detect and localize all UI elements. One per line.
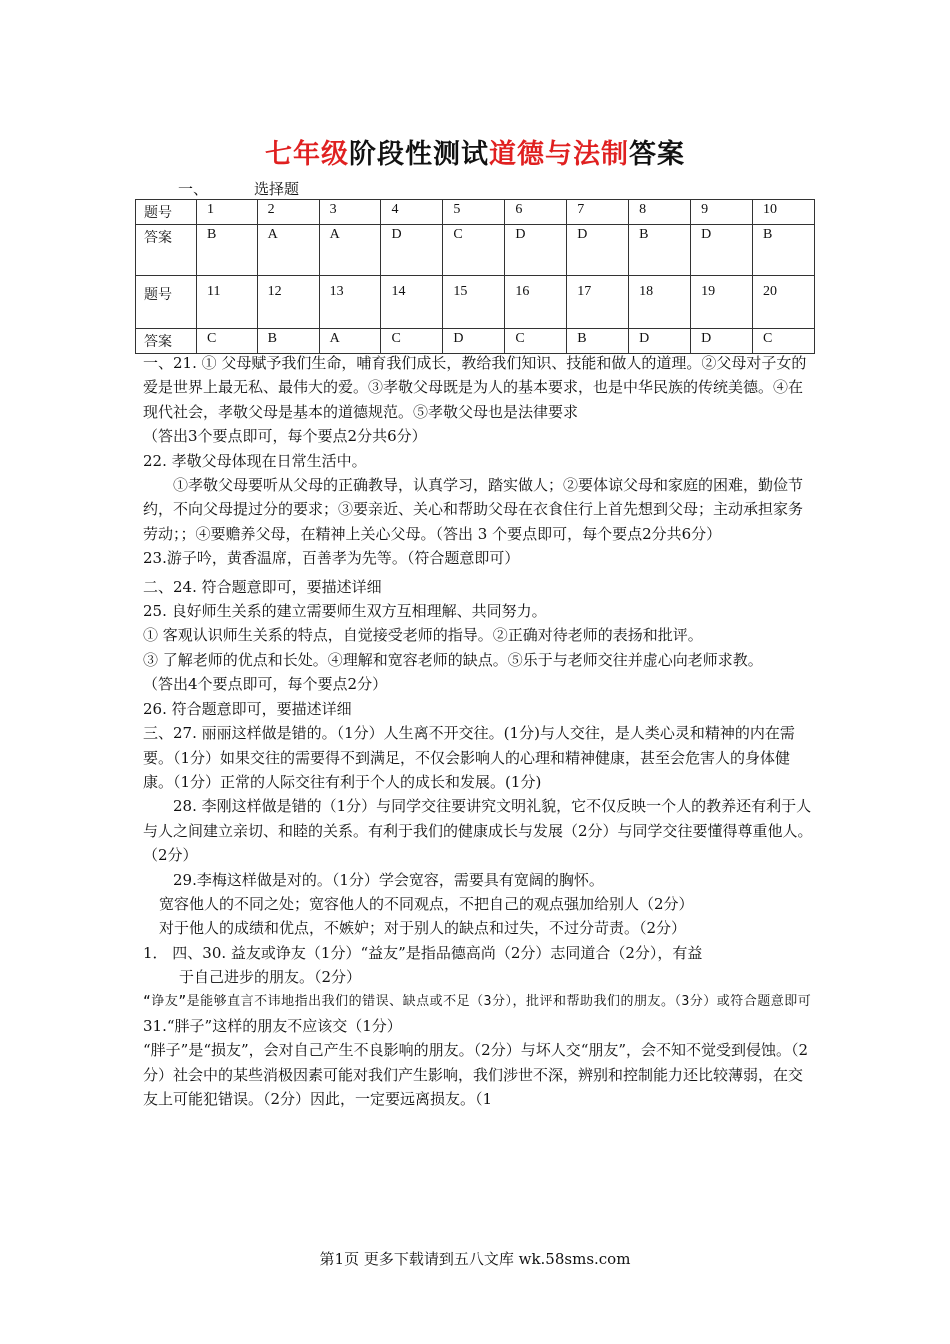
title-test: 阶段性测试 bbox=[349, 139, 489, 170]
answer-paragraph: 26. 符合题意即可，要描述详细 bbox=[143, 699, 352, 718]
answer-paragraph: 23.游子吟，黄香温席，百善孝为先等。（符合题意即可） bbox=[143, 549, 520, 568]
table-row bbox=[136, 225, 815, 276]
answer-body bbox=[143, 351, 815, 1112]
table-cell: 19 bbox=[691, 276, 753, 329]
table-cell: 18 bbox=[629, 276, 691, 329]
answer-paragraph: （答出3个要点即可，每个要点2分共6分） bbox=[143, 427, 427, 446]
answer-paragraph: “诤友”是能够直言不讳地指出我们的错误、缺点或不足（3分），批评和帮助我们的朋友。（3分）或符合题意即可 bbox=[143, 993, 812, 1009]
answer-paragraph: 对于他人的成绩和优点，不嫉妒；对于别人的缺点和过失，不过分苛责。（2分） bbox=[159, 919, 687, 938]
table-row bbox=[136, 200, 815, 225]
answer-paragraph: 于自己进步的朋友。（2分） bbox=[179, 968, 362, 987]
answer-paragraph: 25. 良好师生关系的建立需要师生双方互相理解、共同努力。 bbox=[143, 602, 547, 621]
answer-paragraph: 一、21. ① 父母赋予我们生命，哺育我们成长，教给我们知识、技能和做人的道理。②父母对子女的爱是世界上最无私、最伟大的爱。③孝敬父母既是为人的基本要求，也是中华民族的传统美德。④在现代社会，孝敬父母是基本的道德规范。⑤孝敬父母也是法律要求 bbox=[143, 354, 807, 421]
table-cell: 4 bbox=[381, 200, 443, 225]
section-number: 一、 bbox=[178, 180, 209, 198]
answer-paragraph: （答出4个要点即可，每个要点2分） bbox=[143, 675, 388, 694]
table-cell: 14 bbox=[381, 276, 443, 329]
section-heading bbox=[178, 178, 299, 199]
table-cell: 16 bbox=[505, 276, 567, 329]
table-cell: 题号 bbox=[136, 276, 197, 329]
table-cell: D bbox=[505, 225, 567, 276]
answer-paragraph: 1． 四、30. 益友或诤友（1分）“益友”是指品德高尚（2分）志同道合（2分），有益 bbox=[143, 943, 703, 962]
table-cell: C bbox=[505, 329, 567, 354]
table-cell: B bbox=[257, 329, 319, 354]
answer-table bbox=[135, 199, 815, 354]
table-cell: B bbox=[567, 329, 629, 354]
table-row bbox=[136, 276, 815, 329]
table-cell: 3 bbox=[319, 200, 381, 225]
table-cell: 答案 bbox=[136, 225, 197, 276]
table-cell: D bbox=[691, 329, 753, 354]
table-cell: 12 bbox=[257, 276, 319, 329]
table-cell: C bbox=[443, 225, 505, 276]
table-cell: 7 bbox=[567, 200, 629, 225]
title-answer: 答案 bbox=[629, 139, 685, 170]
table-row bbox=[136, 329, 815, 354]
table-cell: 17 bbox=[567, 276, 629, 329]
table-cell: 答案 bbox=[136, 329, 197, 354]
table-cell: 11 bbox=[197, 276, 258, 329]
answer-paragraph: “胖子”是“损友”，会对自己产生不良影响的朋友。（2分）与坏人交“朋友”，会不知不觉受到侵蚀。（2分）社会中的某些消极因素可能对我们产生影响，我们涉世不深，辨别和控制能力还比较薄弱，在交友上可能犯错误。（2分）因此，一定要远离损友。（1 bbox=[143, 1041, 809, 1109]
table-cell: C bbox=[197, 329, 258, 354]
title-subject: 道德与法制 bbox=[489, 139, 629, 170]
title-grade: 七年级 bbox=[265, 139, 349, 170]
answer-paragraph: 22. 孝敬父母体现在日常生活中。 bbox=[143, 451, 367, 470]
page-footer: 第1页 更多下载请到五八文库 wk.58sms.com bbox=[319, 1250, 631, 1268]
answer-paragraph: 31.“胖子”这样的朋友不应该交（1分） bbox=[143, 1016, 402, 1035]
table-cell: 20 bbox=[753, 276, 815, 329]
table-cell: 9 bbox=[691, 200, 753, 225]
answer-paragraph: ① 客观认识师生关系的特点，自觉接受老师的指导。②正确对待老师的表扬和批评。 bbox=[143, 626, 703, 645]
table-cell: A bbox=[319, 329, 381, 354]
table-cell: 1 bbox=[197, 200, 258, 225]
table-cell: 13 bbox=[319, 276, 381, 329]
table-cell: 题号 bbox=[136, 200, 197, 225]
answer-paragraph: 宽容他人的不同之处；宽容他人的不同观点，不把自己的观点强加给别人（2分） bbox=[159, 894, 694, 913]
answer-paragraph: 二、24. 符合题意即可，要描述详细 bbox=[143, 577, 382, 596]
answer-paragraph: ①孝敬父母要听从父母的正确教导，认真学习，踏实做人；②要体谅父母和家庭的困难，勤俭节约，不向父母提过分的要求；③要亲近、关心和帮助父母在衣食住行上首先想到父母；主动承担家务劳动；；④要赡养父母，在精神上关心父母。（答出 3 个要点即可，每个要点2分共6分） bbox=[143, 476, 804, 543]
table-cell: C bbox=[381, 329, 443, 354]
answer-paragraph: 三、27. 丽丽这样做是错的。（1分）人生离不开交往。(1分)与人交往，是人类心灵和精神的内在需要。（1分）如果交往的需要得不到满足，不仅会影响人的心理和精神健康，甚至会危害人的身体健康。（1分）正常的人际交往有利于个人的成长和发展。(1分) bbox=[143, 724, 795, 791]
answer-paragraph: ③ 了解老师的优点和长处。④理解和宽容老师的缺点。⑤乐于与老师交往并虚心向老师求教。 bbox=[143, 650, 763, 669]
table-cell: 5 bbox=[443, 200, 505, 225]
table-cell: B bbox=[629, 225, 691, 276]
table-cell: D bbox=[629, 329, 691, 354]
table-cell: 10 bbox=[753, 200, 815, 225]
table-cell: D bbox=[567, 225, 629, 276]
table-cell: A bbox=[257, 225, 319, 276]
table-cell: B bbox=[197, 225, 258, 276]
section-label: 选择题 bbox=[254, 180, 300, 198]
table-cell: D bbox=[443, 329, 505, 354]
page-title bbox=[0, 132, 950, 171]
table-cell: C bbox=[753, 329, 815, 354]
table-cell: A bbox=[319, 225, 381, 276]
table-cell: 6 bbox=[505, 200, 567, 225]
table-cell: 8 bbox=[629, 200, 691, 225]
table-cell: 2 bbox=[257, 200, 319, 225]
table-cell: B bbox=[753, 225, 815, 276]
table-cell: D bbox=[691, 225, 753, 276]
answer-paragraph: 29.李梅这样做是对的。（1分）学会宽容，需要具有宽阔的胸怀。 bbox=[173, 870, 604, 889]
table-cell: D bbox=[381, 225, 443, 276]
table-cell: 15 bbox=[443, 276, 505, 329]
answer-paragraph: 28. 李刚这样做是错的（1分）与同学交往要讲究文明礼貌，它不仅反映一个人的教养还有利于人与人之间建立亲切、和睦的关系。有利于我们的健康成长与发展（2分）与同学交往要懂得尊重他人。（2分） bbox=[143, 797, 813, 865]
